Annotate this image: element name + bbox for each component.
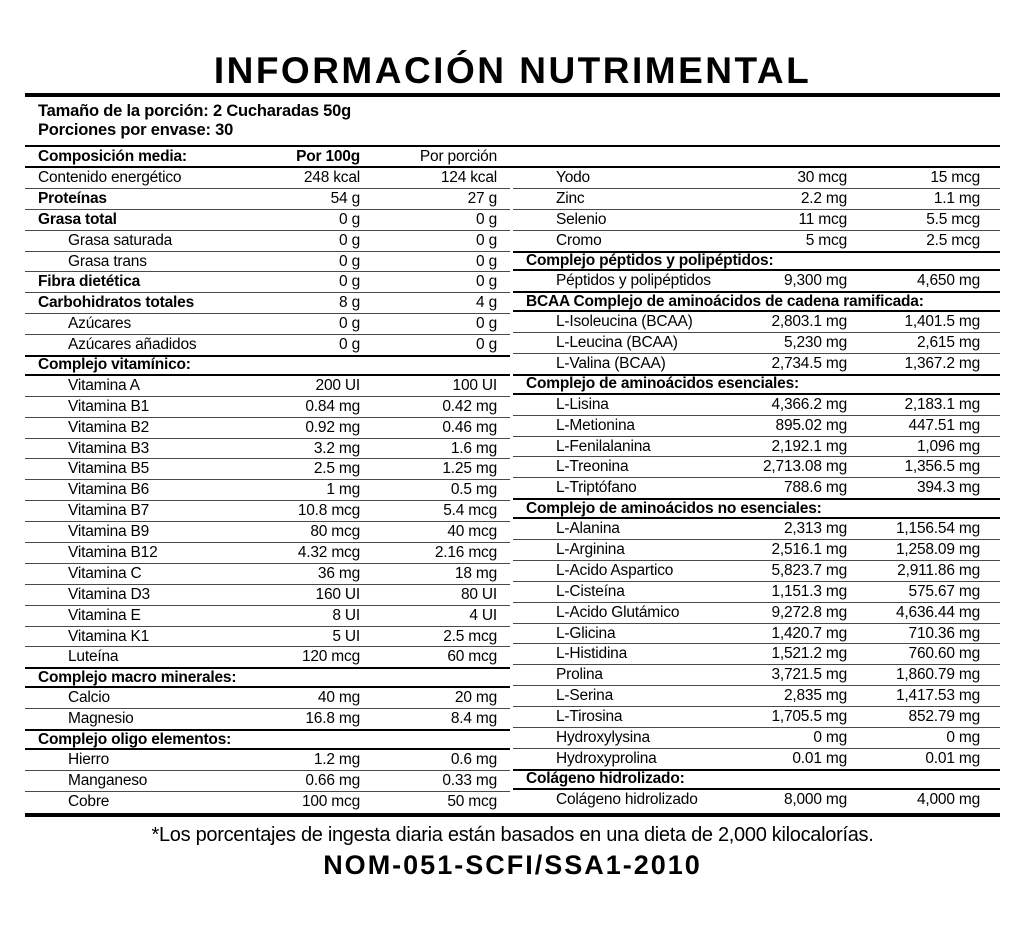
row-label: L-Fenilalanina: [556, 437, 651, 455]
row-label: Complejo péptidos y polipéptidos:: [526, 252, 774, 270]
row-value-per100g: 2,516.1 mg: [771, 540, 847, 558]
row-label: Proteínas: [38, 189, 107, 207]
table-row: [25, 501, 510, 522]
table-row: [513, 686, 1000, 707]
table-row: [513, 395, 1000, 416]
row-value-per-serving: 0 g: [476, 231, 497, 249]
row-value-per100g: 895.02 mg: [775, 416, 847, 434]
row-value-per-serving: 1,401.5 mg: [904, 313, 980, 331]
row-value-per-serving: 8.4 mg: [450, 710, 497, 728]
row-label: Vitamina B6: [68, 481, 150, 499]
row-value-per100g: 788.6 mg: [783, 479, 847, 497]
table-row: [25, 480, 510, 501]
row-value-per100g: 5,230 mg: [783, 334, 847, 352]
row-value-per-serving: 710.36 mg: [908, 624, 980, 642]
table-row: [25, 564, 510, 585]
section-header-row: [513, 498, 1000, 519]
table-row: [513, 437, 1000, 458]
table-row: [25, 647, 510, 668]
table-row: [25, 606, 510, 627]
table-row: [25, 231, 510, 252]
row-value-per-serving: 1,258.09 mg: [896, 540, 980, 558]
column-header-per100g: Por 100g: [296, 147, 360, 165]
row-value-per100g: 2,192.1 mg: [771, 437, 847, 455]
row-value-per-serving: 0.33 mg: [442, 771, 497, 789]
row-value-per100g: 4.32 mcg: [297, 543, 360, 561]
row-value-per-serving: 1,356.5 mg: [904, 458, 980, 476]
row-label: L-Tirosina: [556, 708, 623, 726]
row-label: L-Histidina: [556, 645, 628, 663]
table-row: [513, 231, 1000, 252]
row-value-per-serving: 27 g: [467, 189, 497, 207]
row-value-per-serving: 0.01 mg: [925, 749, 980, 767]
row-value-per-serving: 0 g: [476, 336, 497, 354]
row-value-per100g: 0 g: [339, 252, 360, 270]
table-row: [513, 189, 1000, 210]
row-value-per100g: 0 g: [339, 336, 360, 354]
row-label: Vitamina B7: [68, 502, 150, 520]
row-label: Complejo macro minerales:: [38, 668, 237, 686]
row-value-per100g: 3.2 mg: [313, 439, 360, 457]
section-header-row: [513, 291, 1000, 312]
row-value-per-serving: 100 UI: [452, 376, 497, 394]
table-row: [513, 519, 1000, 540]
row-value-per100g: 1,151.3 mg: [771, 582, 847, 600]
table-row: [513, 665, 1000, 686]
row-value-per100g: 2.2 mg: [800, 189, 847, 207]
row-label: L-Arginina: [556, 540, 625, 558]
row-value-per100g: 8 g: [339, 294, 360, 312]
table-row: [513, 333, 1000, 354]
table-row: [513, 624, 1000, 645]
column-header-per-serving: Por porción: [419, 147, 497, 165]
norm-code: NOM-051-SCFI/SSA1-2010: [323, 849, 702, 880]
row-label: L-Glicina: [556, 624, 616, 642]
row-value-per-serving: 4,636.44 mg: [896, 603, 980, 621]
row-label: Calcio: [68, 689, 110, 707]
row-label: Luteína: [68, 648, 119, 666]
row-value-per100g: 248 kcal: [303, 168, 360, 186]
row-value-per-serving: 124 kcal: [440, 168, 497, 186]
row-label: Yodo: [556, 168, 590, 186]
row-value-per100g: 2,713.08 mg: [763, 458, 847, 476]
row-label: Vitamina E: [68, 606, 141, 624]
row-value-per100g: 9,272.8 mg: [771, 603, 847, 621]
row-value-per-serving: 1,096 mg: [916, 437, 980, 455]
right-table: [513, 168, 1000, 811]
row-value-per-serving: 852.79 mg: [908, 708, 980, 726]
row-label: Cobre: [68, 793, 110, 811]
table-row: [513, 168, 1000, 189]
row-value-per100g: 9,300 mg: [783, 272, 847, 290]
section-header-row: [513, 251, 1000, 272]
section-header-row: [25, 729, 510, 750]
row-label: Vitamina A: [68, 376, 140, 394]
table-row: [25, 335, 510, 356]
row-label: L-Cisteína: [556, 582, 625, 600]
row-label: L-Leucina (BCAA): [556, 334, 678, 352]
row-value-per-serving: 4 g: [476, 294, 497, 312]
row-label: Vitamina B3: [68, 439, 150, 457]
row-value-per100g: 0 mg: [813, 728, 847, 746]
row-value-per-serving: 2.5 mcg: [926, 231, 980, 249]
row-label: Azúcares: [68, 315, 132, 333]
row-label: Contenido energético: [38, 168, 182, 186]
row-label: Hydroxyprolina: [556, 749, 657, 767]
row-label: Hydroxylysina: [556, 728, 650, 746]
row-value-per-serving: 2,183.1 mg: [904, 395, 980, 413]
row-label: L-Triptófano: [556, 479, 637, 497]
row-label: Grasa total: [38, 210, 117, 228]
table-row: [25, 418, 510, 439]
table-row: [513, 603, 1000, 624]
row-value-per100g: 0.66 mg: [305, 771, 360, 789]
row-value-per-serving: 1.1 mg: [933, 189, 980, 207]
table-row: [25, 688, 510, 709]
row-value-per-serving: 50 mcg: [447, 793, 497, 811]
row-value-per100g: 2,835 mg: [783, 687, 847, 705]
serving-size-line: Tamaño de la porción: 2 Cucharadas 50g: [38, 102, 352, 120]
table-row: [25, 459, 510, 480]
row-label: Zinc: [556, 189, 585, 207]
row-value-per-serving: 60 mcg: [447, 648, 497, 666]
row-value-per-serving: 0.5 mg: [450, 481, 497, 499]
row-value-per-serving: 80 UI: [460, 585, 497, 603]
row-value-per100g: 2,803.1 mg: [771, 313, 847, 331]
row-value-per-serving: 0 mg: [946, 728, 980, 746]
row-value-per-serving: 1,417.53 mg: [896, 687, 980, 705]
row-value-per-serving: 760.60 mg: [908, 645, 980, 663]
row-label: Vitamina B9: [68, 523, 150, 541]
table-row: [513, 457, 1000, 478]
row-value-per100g: 16.8 mg: [305, 710, 360, 728]
table-row: [513, 540, 1000, 561]
row-value-per100g: 30 mcg: [797, 168, 847, 186]
row-label: L-Treonina: [556, 458, 629, 476]
row-value-per-serving: 1.25 mg: [442, 460, 497, 478]
row-value-per-serving: 2,615 mg: [916, 334, 980, 352]
row-value-per100g: 1.2 mg: [313, 750, 360, 768]
row-label: L-Isoleucina (BCAA): [556, 313, 693, 331]
section-header-row: [25, 355, 510, 376]
row-value-per-serving: 40 mcg: [447, 523, 497, 541]
row-value-per100g: 1,420.7 mg: [771, 624, 847, 642]
table-row: [513, 271, 1000, 292]
row-label: L-Valina (BCAA): [556, 354, 666, 372]
table-row: [513, 416, 1000, 437]
table-row: [25, 168, 510, 189]
row-label: Manganeso: [68, 771, 148, 789]
row-value-per-serving: 0.42 mg: [442, 397, 497, 415]
row-value-per-serving: 1,367.2 mg: [904, 354, 980, 372]
row-label: Prolina: [556, 666, 603, 684]
row-value-per100g: 0 g: [339, 273, 360, 291]
row-value-per100g: 200 UI: [315, 376, 360, 394]
serving-info: [25, 97, 1000, 145]
row-value-per-serving: 18 mg: [454, 564, 497, 582]
row-label: Vitamina B2: [68, 418, 150, 436]
table-row: [25, 750, 510, 771]
table-row: [25, 376, 510, 397]
row-value-per100g: 5 UI: [332, 627, 360, 645]
row-value-per100g: 120 mcg: [301, 648, 360, 666]
section-header-row: [25, 667, 510, 688]
row-label: Colágeno hidrolizado: [556, 791, 698, 809]
row-label: Azúcares añadidos: [68, 336, 197, 354]
row-label: L-Serina: [556, 687, 613, 705]
row-label: Carbohidratos totales: [38, 294, 194, 312]
row-label: Grasa saturada: [68, 231, 173, 249]
row-label: Vitamina B1: [68, 397, 150, 415]
row-label: Fibra dietética: [38, 273, 141, 291]
row-value-per-serving: 1,156.54 mg: [896, 520, 980, 538]
row-label: Complejo vitamínico:: [38, 356, 191, 374]
table-row: [25, 293, 510, 314]
row-value-per-serving: 0 g: [476, 210, 497, 228]
row-value-per100g: 80 mcg: [310, 523, 360, 541]
table-row: [513, 728, 1000, 749]
row-value-per-serving: 447.51 mg: [908, 416, 980, 434]
row-value-per100g: 0.01 mg: [792, 749, 847, 767]
row-value-per-serving: 1,860.79 mg: [896, 666, 980, 684]
table-row: [25, 585, 510, 606]
row-value-per-serving: 0 g: [476, 273, 497, 291]
table-row: [513, 707, 1000, 728]
row-label: Selenio: [556, 210, 607, 228]
row-value-per-serving: 0 g: [476, 315, 497, 333]
row-value-per-serving: 575.67 mg: [908, 582, 980, 600]
table-row: [25, 314, 510, 335]
row-value-per-serving: 2.5 mcg: [443, 627, 497, 645]
row-value-per100g: 36 mg: [317, 564, 360, 582]
row-label: Vitamina B5: [68, 460, 150, 478]
row-value-per100g: 0 g: [339, 210, 360, 228]
table-row: [25, 272, 510, 293]
row-value-per100g: 1 mg: [326, 481, 360, 499]
servings-per-container-value: 30: [215, 121, 234, 139]
row-label: Complejo oligo elementos:: [38, 730, 232, 748]
row-label: BCAA Complejo de aminoácidos de cadena ramificada:: [526, 292, 924, 310]
table-row: [25, 189, 510, 210]
row-value-per-serving: 394.3 mg: [916, 479, 980, 497]
row-value-per100g: 100 mcg: [301, 793, 360, 811]
servings-per-container-label: Porciones por envase:: [38, 121, 216, 139]
daily-intake-footnote: *Los porcentajes de ingesta diaria están basados en una dieta de 2,000 kilocalorías.: [151, 823, 874, 846]
table-row: [25, 210, 510, 231]
row-label: L-Acido Aspartico: [556, 561, 674, 579]
table-row: [513, 749, 1000, 770]
row-value-per-serving: 5.4 mcg: [443, 502, 497, 520]
row-label: L-Alanina: [556, 520, 620, 538]
table-row: [25, 771, 510, 792]
row-value-per-serving: 0.46 mg: [442, 418, 497, 436]
table-row: [513, 644, 1000, 665]
table-row: [513, 210, 1000, 231]
row-label: Complejo de aminoácidos no esenciales:: [526, 499, 822, 517]
row-label: Complejo de aminoácidos esenciales:: [526, 375, 799, 393]
row-label: Colágeno hidrolizado:: [526, 770, 685, 788]
row-value-per100g: 4,366.2 mg: [771, 395, 847, 413]
row-value-per-serving: 0.6 mg: [450, 750, 497, 768]
row-value-per100g: 2,734.5 mg: [771, 354, 847, 372]
table-row: [25, 397, 510, 418]
row-value-per100g: 2.5 mg: [313, 460, 360, 478]
section-header-row: [513, 769, 1000, 790]
row-value-per100g: 1,521.2 mg: [771, 645, 847, 663]
servings-per-container-line: [38, 121, 1000, 140]
row-label: Vitamina C: [68, 564, 142, 582]
section-header-row: [513, 374, 1000, 395]
row-label: Grasa trans: [68, 252, 147, 270]
column-header-name: Composición media:: [38, 147, 187, 165]
row-value-per-serving: 4 UI: [469, 606, 497, 624]
row-label: Cromo: [556, 231, 602, 249]
row-value-per100g: 160 UI: [315, 585, 360, 603]
table-row: [25, 709, 510, 730]
row-label: Vitamina D3: [68, 585, 150, 603]
row-label: L-Metionina: [556, 416, 635, 434]
row-value-per-serving: 5.5 mcg: [926, 210, 980, 228]
table-row: [25, 792, 510, 813]
table-row: [25, 522, 510, 543]
table-row: [513, 312, 1000, 333]
row-value-per100g: 11 mcg: [798, 210, 847, 228]
table-row: [513, 790, 1000, 811]
table-row: [25, 627, 510, 648]
row-label: Vitamina B12: [68, 543, 158, 561]
row-value-per100g: 2,313 mg: [783, 520, 847, 538]
page-title: INFORMACIÓN NUTRIMENTAL: [213, 50, 812, 91]
row-value-per-serving: 2,911.86 mg: [897, 561, 980, 579]
table-row: [513, 478, 1000, 499]
row-value-per-serving: 20 mg: [454, 689, 497, 707]
row-value-per-serving: 2.16 mcg: [434, 543, 497, 561]
row-label: Péptidos y polipéptidos: [556, 272, 711, 290]
row-value-per-serving: 15 mcg: [930, 168, 980, 186]
row-value-per-serving: 0 g: [476, 252, 497, 270]
row-value-per100g: 54 g: [330, 189, 360, 207]
row-value-per-serving: 4,650 mg: [916, 272, 980, 290]
row-value-per100g: 5 mcg: [805, 231, 847, 249]
table-column-headers: [25, 147, 510, 166]
row-label: Hierro: [68, 750, 110, 768]
left-table: [25, 168, 510, 813]
row-label: L-Acido Glutámico: [556, 603, 680, 621]
nutrition-label: [25, 0, 1000, 881]
row-value-per100g: 10.8 mcg: [297, 502, 360, 520]
row-value-per100g: 3,721.5 mg: [771, 666, 847, 684]
nutrition-tables: [25, 168, 1000, 813]
table-row: [513, 561, 1000, 582]
row-value-per100g: 0 g: [339, 315, 360, 333]
row-value-per100g: 5,823.7 mg: [771, 561, 847, 579]
row-value-per100g: 0.92 mg: [305, 418, 360, 436]
row-value-per-serving: 4,000 mg: [916, 791, 980, 809]
row-value-per100g: 8,000 mg: [783, 791, 847, 809]
row-label: Magnesio: [68, 710, 134, 728]
row-value-per100g: 0 g: [339, 231, 360, 249]
row-value-per100g: 0.84 mg: [305, 397, 360, 415]
row-value-per100g: 1,705.5 mg: [771, 708, 847, 726]
row-value-per100g: 40 mg: [317, 689, 360, 707]
table-row: [513, 354, 1000, 375]
row-label: L-Lisina: [556, 395, 609, 413]
row-value-per100g: 8 UI: [332, 606, 360, 624]
table-row: [25, 543, 510, 564]
row-label: Vitamina K1: [68, 627, 150, 645]
table-row: [25, 439, 510, 460]
table-row: [513, 582, 1000, 603]
table-row: [25, 252, 510, 273]
row-value-per-serving: 1.6 mg: [450, 439, 497, 457]
bottom-rule: [25, 813, 1000, 817]
